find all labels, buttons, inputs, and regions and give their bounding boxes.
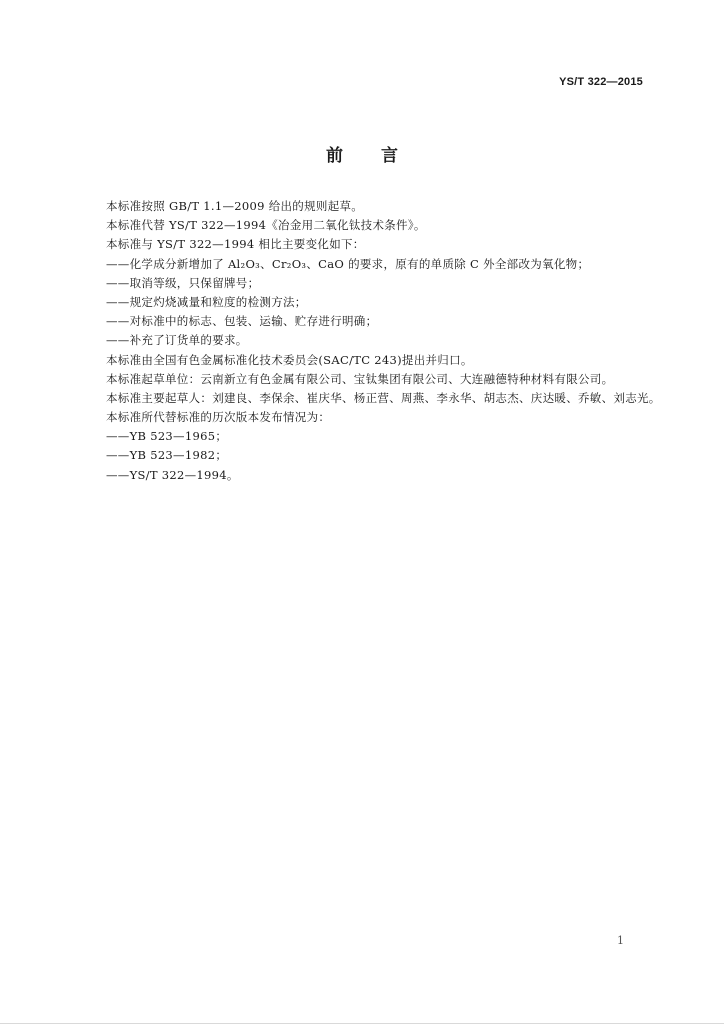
- foreword-line: 本标准主要起草人：刘建良、李保余、崔庆华、杨正营、周燕、李永华、胡志杰、庆达暖、乔敏、刘志光。: [106, 390, 661, 405]
- foreword-line: ——取消等级，只保留牌号；: [106, 275, 260, 290]
- foreword-line: ——对标准中的标志、包装、运输、贮存进行明确；: [106, 314, 378, 329]
- foreword-line: ——YS/T 322—1994。: [106, 467, 239, 482]
- foreword-line: 本标准按照 GB/T 1.1—2009 给出的规则起草。: [106, 199, 364, 213]
- foreword-line: ——YB 523—1965；: [106, 429, 228, 444]
- standard-code: YS/T 322—2015: [559, 76, 643, 88]
- foreword-line: ——YB 523—1982；: [106, 448, 228, 463]
- page-number: 1: [617, 934, 624, 947]
- foreword-line: ——补充了订货单的要求。: [106, 333, 248, 348]
- foreword-line: ——规定灼烧减量和粒度的检测方法；: [106, 294, 307, 309]
- foreword-line: 本标准与 YS/T 322—1994 相比主要变化如下：: [106, 237, 365, 252]
- foreword-line: 本标准所代替标准的历次版本发布情况为：: [106, 410, 331, 425]
- foreword-line: 本标准起草单位：云南新立有色金属有限公司、宝钛集团有限公司、大连融德特种材料有限公司。: [106, 371, 614, 386]
- foreword-line: ——化学成分新增加了 Al₂O₃、Cr₂O₃、CaO 的要求，原有的单质除 C 外全部改为氧化物；: [106, 256, 590, 271]
- page-title: 前言: [326, 146, 436, 166]
- foreword-line: 本标准代替 YS/T 322—1994《冶金用二氧化钛技术条件》。: [106, 218, 426, 233]
- foreword-body: [106, 197, 666, 485]
- foreword-line: 本标准由全国有色金属标准化技术委员会(SAC/TC 243)提出并归口。: [106, 352, 473, 367]
